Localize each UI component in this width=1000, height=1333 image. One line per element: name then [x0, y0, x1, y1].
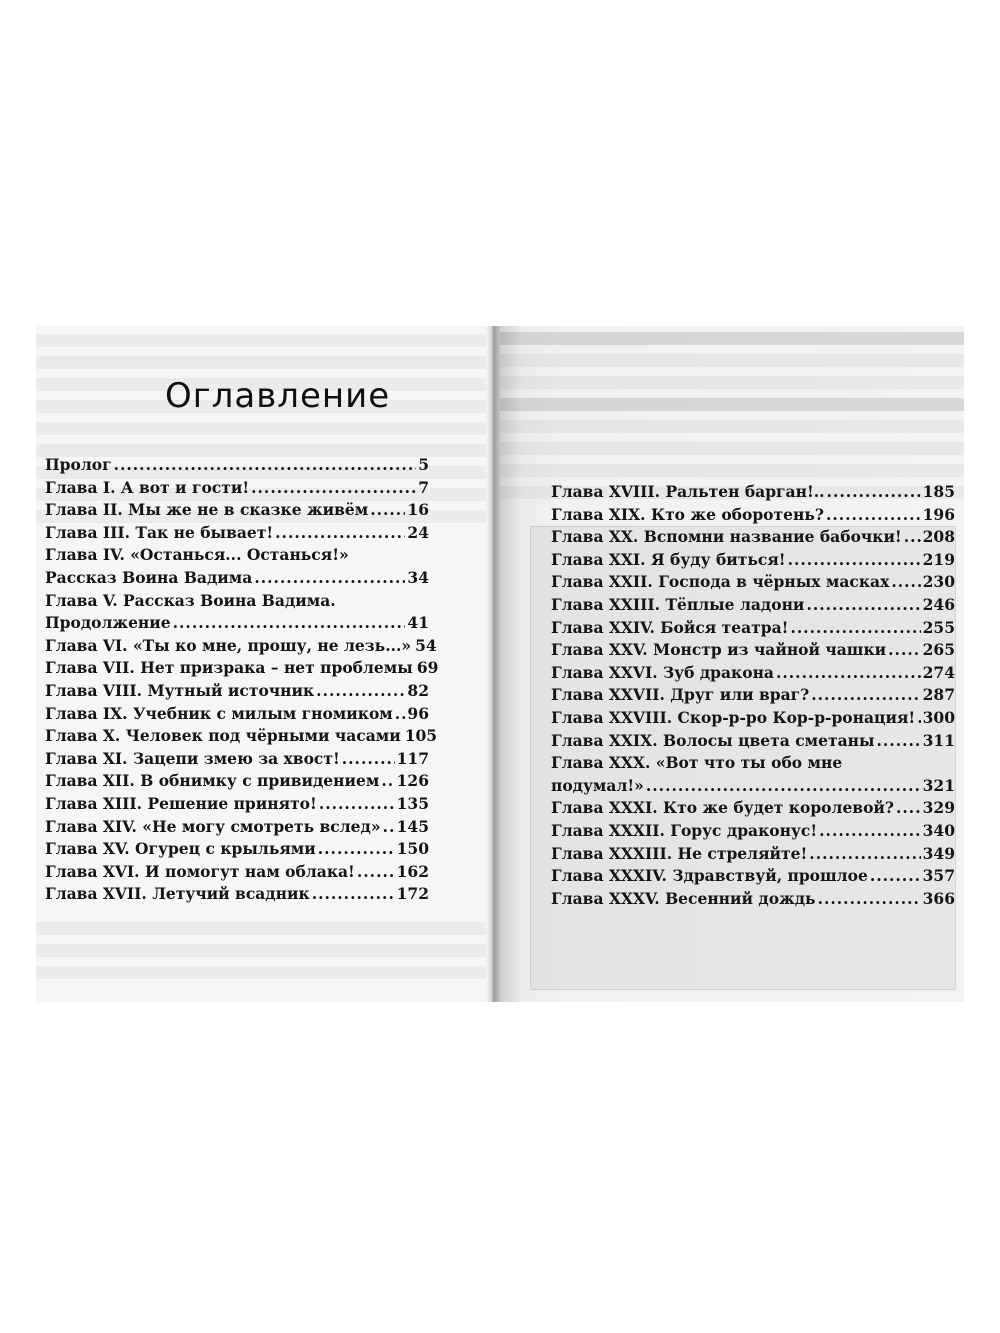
toc-entry: [551, 505, 955, 528]
toc-entry-title: Глава XXXI. Кто же будет королевой?: [551, 798, 894, 818]
toc-leader-dots: [790, 618, 920, 637]
toc-entry-title: Глава XXVII. Друг или враг?: [551, 685, 810, 705]
toc-entry-page: 208: [922, 527, 955, 547]
toc-entry: [45, 613, 429, 636]
toc-entry-title: Глава XXIII. Тёплые ладони: [551, 594, 805, 614]
toc-leader-dots: [395, 704, 406, 723]
toc-entry: [551, 776, 955, 799]
toc-entry-title: Глава XVIII. Ральтен барган!..: [551, 482, 825, 501]
toc-entry-page: 41: [407, 613, 429, 633]
toc-entry-page: 349: [922, 843, 955, 863]
toc-leader-dots: [776, 663, 921, 682]
toc-leader-dots: [319, 794, 395, 813]
toc-entry-title: Глава XXI. Я буду биться!: [551, 549, 786, 569]
toc-entry: [45, 455, 429, 478]
toc-entry: [45, 500, 429, 523]
toc-entry: [551, 731, 955, 754]
toc-left-column: [45, 455, 439, 907]
toc-entry: [551, 482, 955, 505]
toc-leader-dots: [809, 844, 920, 863]
toc-entry-page: 54: [415, 635, 437, 655]
toc-entry: [551, 889, 955, 912]
toc-leader-dots: [342, 749, 395, 768]
page-gutter: [486, 326, 500, 1002]
toc-entry-title: Глава XXII. Господа в чёрных масках: [551, 572, 890, 592]
toc-leader-dots: [370, 500, 405, 519]
toc-entry-page: 357: [922, 866, 955, 886]
toc-leader-dots: [826, 505, 921, 524]
toc-entry-page: 366: [922, 888, 955, 908]
toc-entry-page: 117: [396, 748, 429, 768]
toc-entry-title: Глава XI. Зацепи змею за хвост!: [45, 748, 340, 768]
toc-leader-dots: [251, 478, 416, 497]
toc-leader-dots: [877, 731, 921, 750]
toc-entry-page: 287: [922, 685, 955, 705]
toc-leader-dots: [896, 798, 921, 817]
toc-entry-page: 96: [407, 703, 429, 723]
toc-entry-page: 150: [396, 839, 429, 859]
toc-entry-page: 16: [407, 500, 429, 520]
toc-entry-title: Глава XXIV. Бойся театра!: [551, 617, 789, 637]
toc-leader-dots: [646, 776, 921, 795]
toc-entry: [45, 884, 429, 907]
toc-entry: [551, 753, 955, 776]
toc-leader-dots: [173, 613, 406, 632]
toc-leader-dots: [312, 884, 395, 903]
toc-entry: [551, 844, 955, 867]
toc-entry-page: 219: [922, 549, 955, 569]
toc-entry-title: Глава XXX. «Вот что ты обо мне: [551, 753, 843, 773]
toc-entry-title: Глава XIX. Кто же оборотень?: [551, 504, 824, 524]
toc-entry: [551, 527, 955, 550]
toc-entry: [45, 749, 429, 772]
toc-entry-page: 321: [922, 775, 955, 795]
toc-entry-page: 34: [407, 567, 429, 587]
toc-leader-dots: [818, 889, 921, 908]
toc-entry: [551, 663, 955, 686]
toc-leader-dots: [254, 568, 405, 587]
toc-entry-title: Глава XXXV. Весенний дождь: [551, 888, 816, 908]
toc-entry: [45, 523, 429, 546]
toc-leader-dots: [114, 455, 417, 474]
toc-entry-title: Глава II. Мы же не в сказке живём: [45, 500, 369, 520]
toc-entry-title: Глава XVI. И помогут нам облака!: [45, 861, 355, 881]
toc-entry-page: 196: [922, 504, 955, 524]
toc-leader-dots: [318, 839, 395, 858]
toc-entry-title: Глава V. Рассказ Воина Вадима.: [45, 590, 336, 610]
toc-entry-title: Глава IX. Учебник с милым гномиком: [45, 703, 393, 723]
toc-leader-dots: [357, 862, 395, 881]
toc-entry-title: Глава X. Человек под чёрными часами: [45, 726, 401, 746]
toc-entry: [45, 658, 439, 681]
toc-entry-page: 265: [922, 640, 955, 660]
toc-entry-page: 7: [418, 477, 429, 497]
toc-entry: [45, 545, 429, 568]
toc-entry: [551, 618, 955, 641]
toc-entry-title: Рассказ Воина Вадима: [45, 567, 253, 587]
toc-entry-page: 246: [922, 594, 955, 614]
toc-entry: [551, 572, 955, 595]
toc-entry: [45, 681, 429, 704]
toc-entry-title: Глава XIV. «Не могу смотреть вслед»: [45, 816, 381, 836]
toc-entry-page: 255: [922, 617, 955, 637]
toc-entry-title: Глава I. А вот и гости!: [45, 477, 250, 497]
toc-leader-dots: [819, 821, 920, 840]
toc-entry-title: Глава XXV. Монстр из чайной чашки: [551, 640, 887, 660]
toc-entry: [45, 568, 429, 591]
toc-entry-page: 24: [407, 522, 429, 542]
toc-entry-page: 162: [396, 861, 429, 881]
toc-entry-page: 311: [922, 730, 955, 750]
toc-entry-page: 5: [418, 455, 429, 474]
toc-entry-title: Глава XV. Огурец с крыльями: [45, 839, 316, 859]
toc-entry-title: Глава XXXII. Горус драконус!: [551, 820, 818, 840]
toc-right-column: [551, 482, 955, 911]
toc-entry-title: Глава XX. Вспомни название бабочки!: [551, 527, 902, 547]
toc-entry-title: Глава XXIX. Волосы цвета сметаны: [551, 730, 875, 750]
toc-entry-page: 329: [922, 798, 955, 818]
toc-entry: [551, 798, 955, 821]
toc-entry-title: Глава XXXIII. Не стреляйте!: [551, 843, 808, 863]
toc-leader-dots: [917, 708, 920, 727]
toc-entry: [45, 478, 429, 501]
toc-leader-dots: [827, 482, 921, 501]
toc-entry-page: 340: [922, 820, 955, 840]
toc-leader-dots: [811, 685, 920, 704]
toc-entry: [551, 708, 955, 731]
toc-entry-title: Глава XVII. Летучий всадник: [45, 884, 310, 904]
toc-entry-title: Продолжение: [45, 613, 171, 633]
toc-entry-page: 126: [396, 771, 429, 791]
toc-entry: [45, 862, 429, 885]
toc-leader-dots: [904, 527, 921, 546]
toc-leader-dots: [381, 771, 394, 790]
toc-entry: [45, 726, 438, 749]
toc-entry-title: Глава XIII. Решение принято!: [45, 793, 317, 813]
toc-entry: [45, 591, 429, 614]
toc-entry: [45, 704, 429, 727]
toc-entry-title: Глава XXVI. Зуб дракона: [551, 662, 774, 682]
toc-entry: [45, 635, 437, 659]
page-title: Оглавление: [165, 376, 391, 416]
toc-leader-dots: [806, 595, 920, 614]
toc-entry-title: Глава XXXIV. Здравствуй, прошлое: [551, 866, 868, 886]
toc-leader-dots: [891, 572, 920, 591]
toc-entry-page: 230: [922, 572, 955, 592]
toc-entry: [551, 640, 955, 663]
toc-entry: [551, 595, 955, 618]
toc-entry-page: 69: [416, 658, 439, 678]
toc-entry-title: Пролог: [45, 455, 112, 474]
toc-entry-page: 105: [404, 726, 438, 746]
toc-entry-title: Глава VI. «Ты ко мне, прошу, не лезь...»: [45, 635, 412, 655]
toc-entry-page: 274: [922, 662, 955, 682]
toc-entry-page: 135: [396, 793, 429, 813]
toc-entry-page: 300: [922, 707, 955, 727]
toc-entry: [45, 771, 429, 794]
toc-entry: [551, 866, 955, 889]
toc-entry-title: подумал!»: [551, 775, 644, 795]
toc-entry-page: 185: [922, 482, 955, 501]
toc-entry-title: Глава VIII. Мутный источник: [45, 680, 315, 700]
toc-leader-dots: [870, 866, 921, 885]
toc-entry: [551, 550, 955, 573]
toc-entry: [551, 821, 955, 844]
toc-leader-dots: [383, 817, 395, 836]
toc-entry-page: 82: [407, 680, 429, 700]
toc-leader-dots: [788, 550, 921, 569]
toc-entry-title: Глава XXVIII. Скор-р-ро Кор-р-ронация!: [551, 707, 916, 727]
toc-entry-title: Глава III. Так не бывает!: [45, 522, 274, 542]
toc-entry-title: Глава VII. Нет призрака – нет проблемы: [45, 658, 413, 678]
toc-leader-dots: [888, 640, 920, 659]
toc-entry: [551, 685, 955, 708]
toc-entry: [45, 794, 429, 817]
toc-leader-dots: [275, 523, 405, 542]
toc-entry-page: 145: [396, 816, 429, 836]
toc-entry-title: Глава IV. «Останься... Останься!»: [45, 545, 349, 565]
toc-entry: [45, 817, 429, 840]
toc-entry-page: 172: [396, 884, 429, 904]
toc-entry-title: Глава XII. В обнимку с привидением: [45, 771, 380, 791]
toc-entry: [45, 839, 429, 862]
toc-leader-dots: [316, 681, 405, 700]
